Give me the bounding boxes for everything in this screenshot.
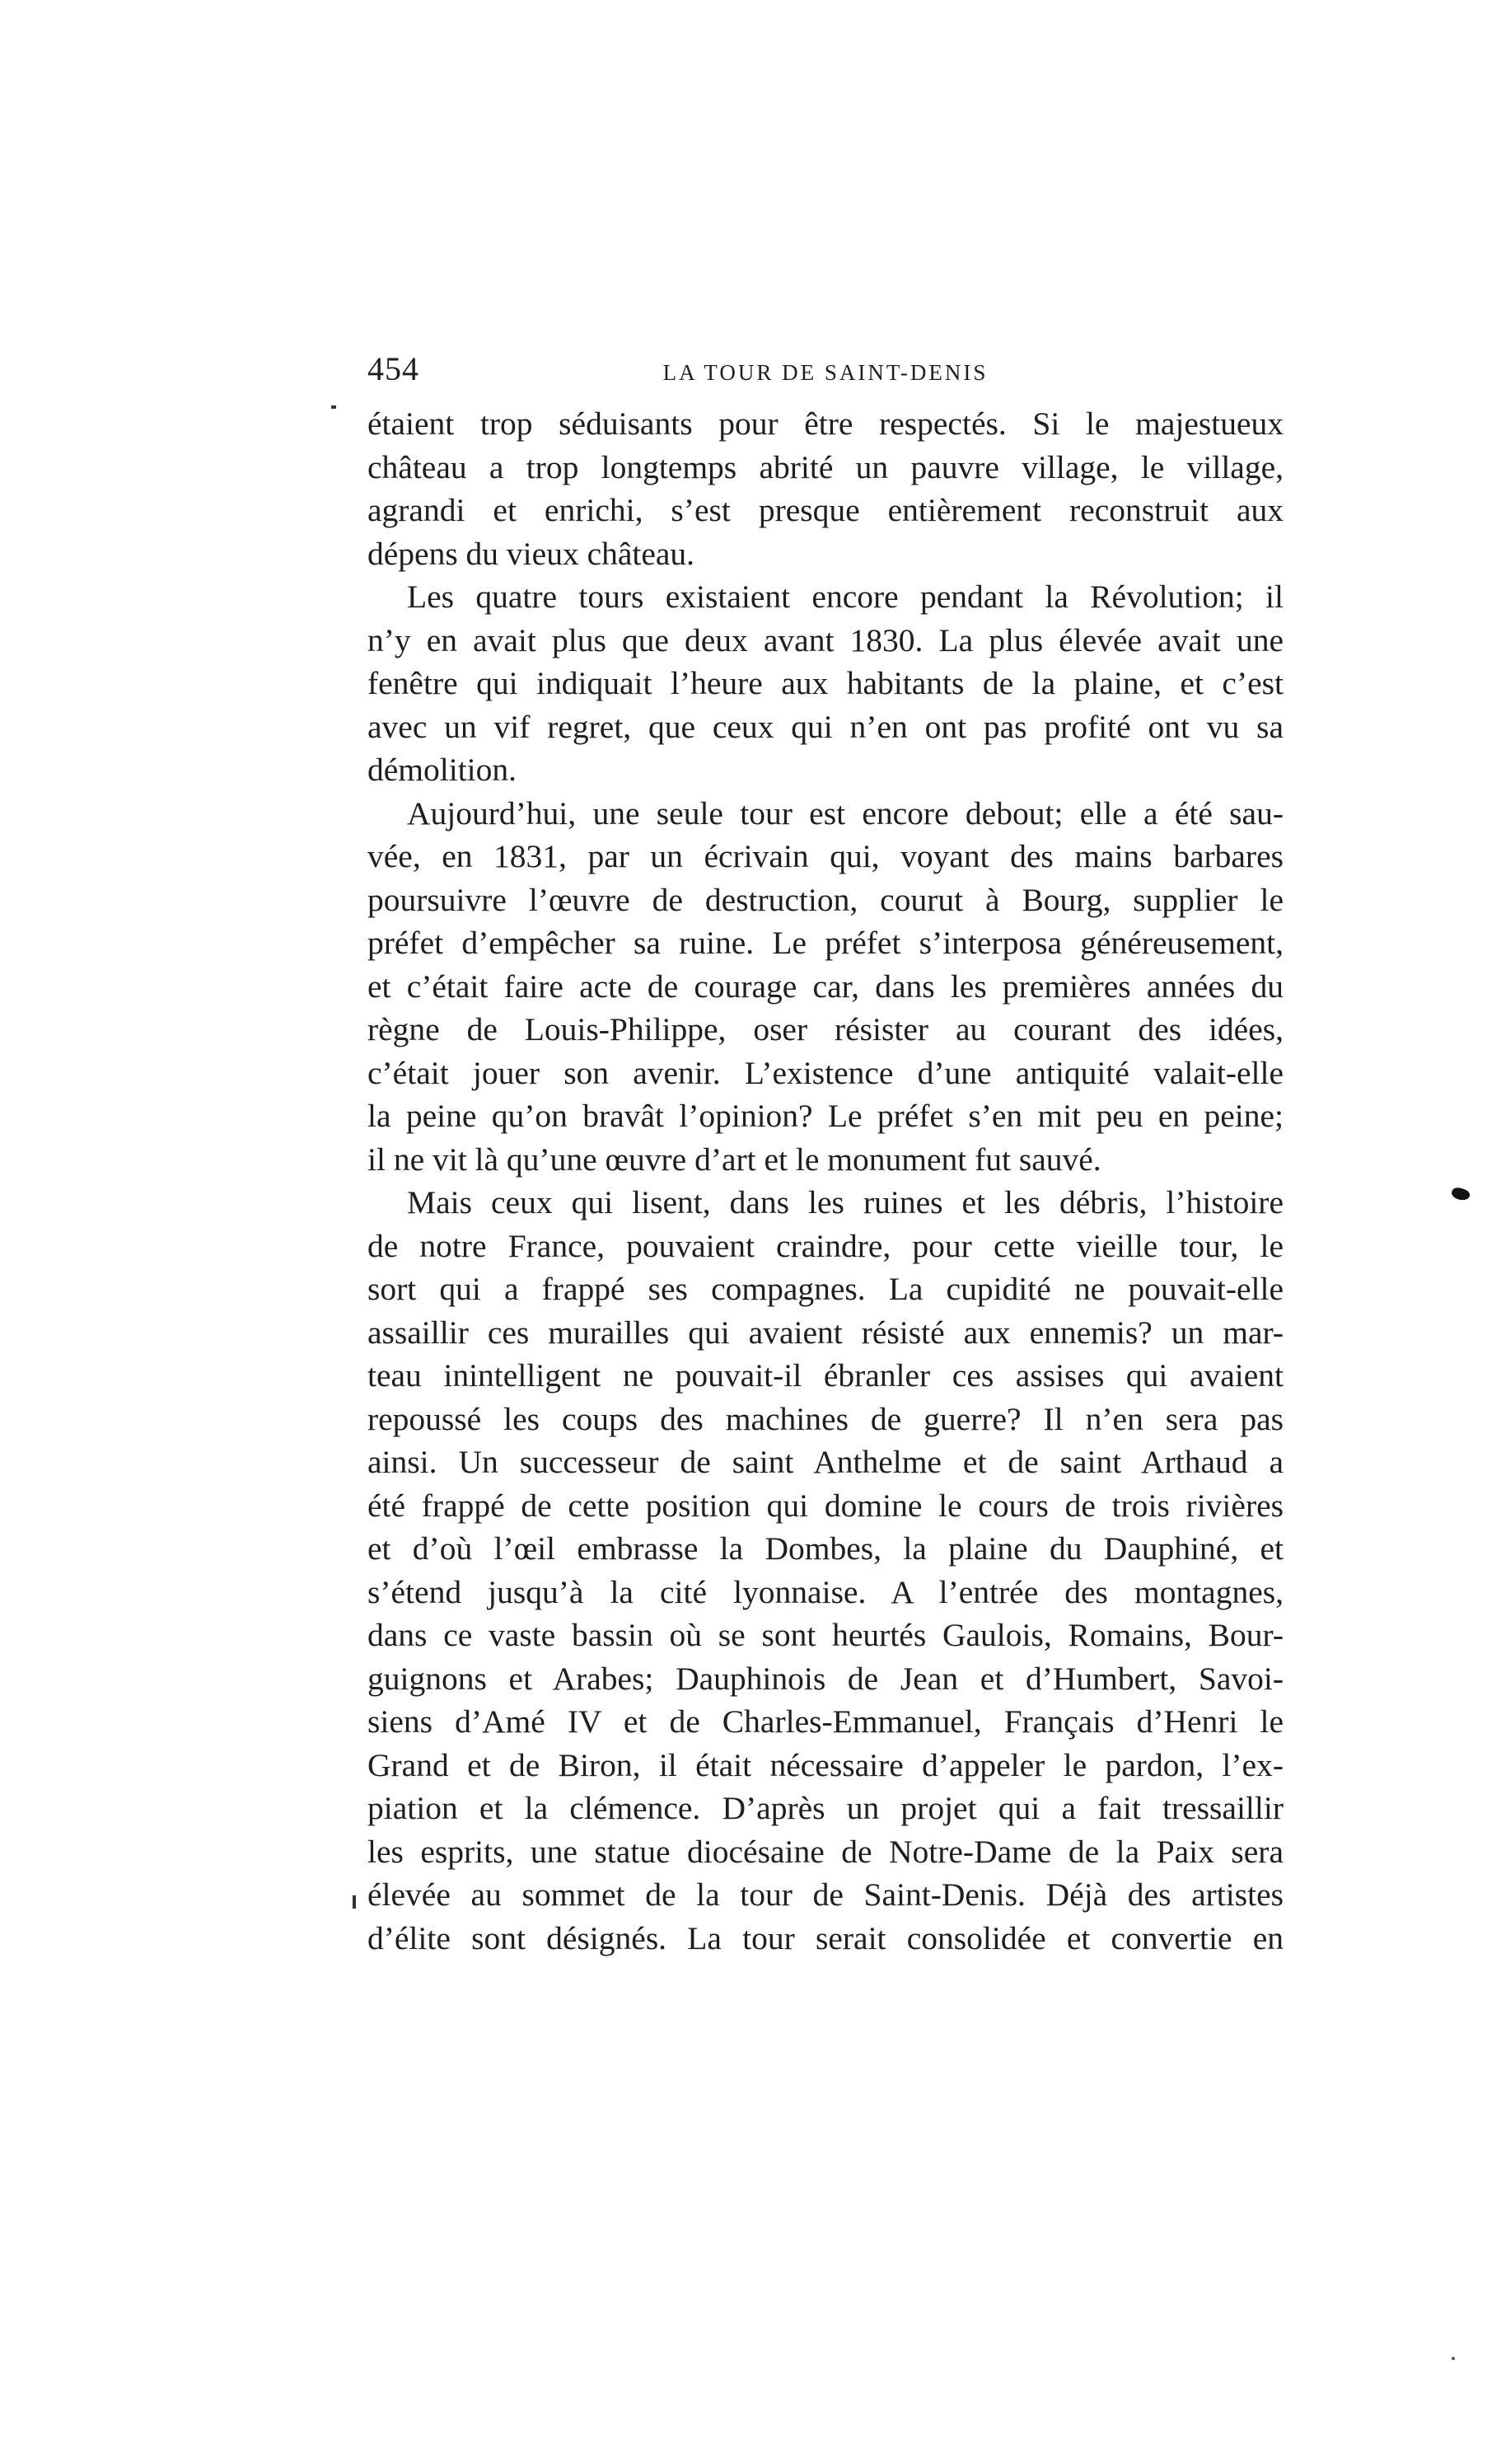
- text-line: les esprits, une statue diocésaine de Notre-Dame de la Paix sera: [367, 1833, 1284, 1870]
- text-line: été frappé de cette position qui domine le cours de trois rivières: [367, 1487, 1284, 1524]
- text-line: de notre France, pouvaient craindre, pour cette vieille tour, le: [367, 1227, 1284, 1264]
- running-title: LA TOUR DE SAINT-DENIS: [662, 360, 989, 385]
- text-line: sort qui a frappé ses compagnes. La cupidité ne pouvait-elle: [367, 1271, 1284, 1307]
- text-line: repoussé les coups des machines de guerre? Il n’en sera pas: [367, 1400, 1284, 1437]
- text-line: et c’était faire acte de courage car, dans les premières années du: [367, 967, 1284, 1005]
- text-line: n’y en avait plus que deux avant 1830. La plus élevée avait une: [367, 621, 1284, 658]
- text-line: avec un vif regret, que ceux qui n’en ont pas profité ont vu sa: [367, 708, 1284, 745]
- paragraph-first-line: Aujourd’hui, une seule tour est encore debout; elle a été sau-: [407, 794, 1284, 831]
- page-header: [367, 344, 1284, 394]
- page-number: 454: [367, 350, 419, 387]
- text-line: c’était jouer son avenir. L’existence d’une antiquité valait-elle: [367, 1054, 1284, 1091]
- text-line: teau inintelligent ne pouvait-il ébranler ces assises qui avaient: [367, 1357, 1284, 1394]
- text-line: étaient trop séduisants pour être respectés. Si le majestueux: [367, 405, 1284, 442]
- text-line: élevée au sommet de la tour de Saint-Denis. Déjà des artistes: [367, 1876, 1284, 1913]
- text-line: piation et la clémence. D’après un projet qui a fait tressaillir: [367, 1790, 1284, 1826]
- text-line: il ne vit là qu’une œuvre d’art et le monument fut sauvé.: [367, 1141, 1101, 1178]
- scan-speck-mark: [1452, 2357, 1455, 2360]
- text-line: guignons et Arabes; Dauphinois de Jean et d’Humbert, Savoi-: [367, 1660, 1284, 1697]
- margin-tick-mark: [353, 1895, 356, 1909]
- paragraph-first-line: Les quatre tours existaient encore pendant la Révolution; il: [407, 579, 1284, 615]
- text-line: poursuivre l’œuvre de destruction, courut à Bourg, supplier le: [367, 881, 1284, 918]
- text-line: fenêtre qui indiquait l’heure aux habitants de la plaine, et c’est: [367, 665, 1284, 701]
- text-line: ainsi. Un successeur de saint Anthelme et de saint Arthaud a: [367, 1444, 1284, 1480]
- text-line: assaillir ces murailles qui avaient résisté aux ennemis? un mar-: [367, 1314, 1284, 1351]
- text-line: dépens du vieux château.: [367, 535, 695, 572]
- text-line: et d’où l’œil embrasse la Dombes, la plaine du Dauphiné, et: [367, 1530, 1284, 1567]
- text-line: Grand et de Biron, il était nécessaire d’appeler le pardon, l’ex-: [367, 1746, 1284, 1783]
- body-text: [367, 402, 1284, 1960]
- text-line: la peine qu’on bravât l’opinion? Le préfet s’en mit peu en peine;: [367, 1098, 1284, 1134]
- text-line: château a trop longtemps abrité un pauvre village, le village,: [367, 448, 1284, 485]
- margin-dash-mark: [331, 405, 336, 409]
- paragraph-first-line: Mais ceux qui lisent, dans les ruines et les débris, l’histoire: [407, 1184, 1284, 1220]
- text-line: d’élite sont désignés. La tour serait consolidée et convertie en: [367, 1919, 1284, 1956]
- text-line: démolition.: [367, 752, 517, 788]
- text-line: préfet d’empêcher sa ruine. Le préfet s’interposa généreusement,: [367, 925, 1284, 961]
- text-line: siens d’Amé IV et de Charles-Emmanuel, Français d’Henri le: [367, 1703, 1284, 1740]
- text-line: règne de Louis-Philippe, oser résister au courant des idées,: [367, 1011, 1284, 1047]
- ink-blot-mark: [1450, 1186, 1471, 1203]
- text-line: s’étend jusqu’à la cité lyonnaise. A l’entrée des montagnes,: [367, 1573, 1284, 1610]
- text-line: vée, en 1831, par un écrivain qui, voyant des mains barbares: [367, 838, 1284, 874]
- text-line: dans ce vaste bassin où se sont heurtés Gaulois, Romains, Bour-: [367, 1617, 1284, 1653]
- text-line: agrandi et enrichi, s’est presque entièrement reconstruit aux: [367, 492, 1284, 528]
